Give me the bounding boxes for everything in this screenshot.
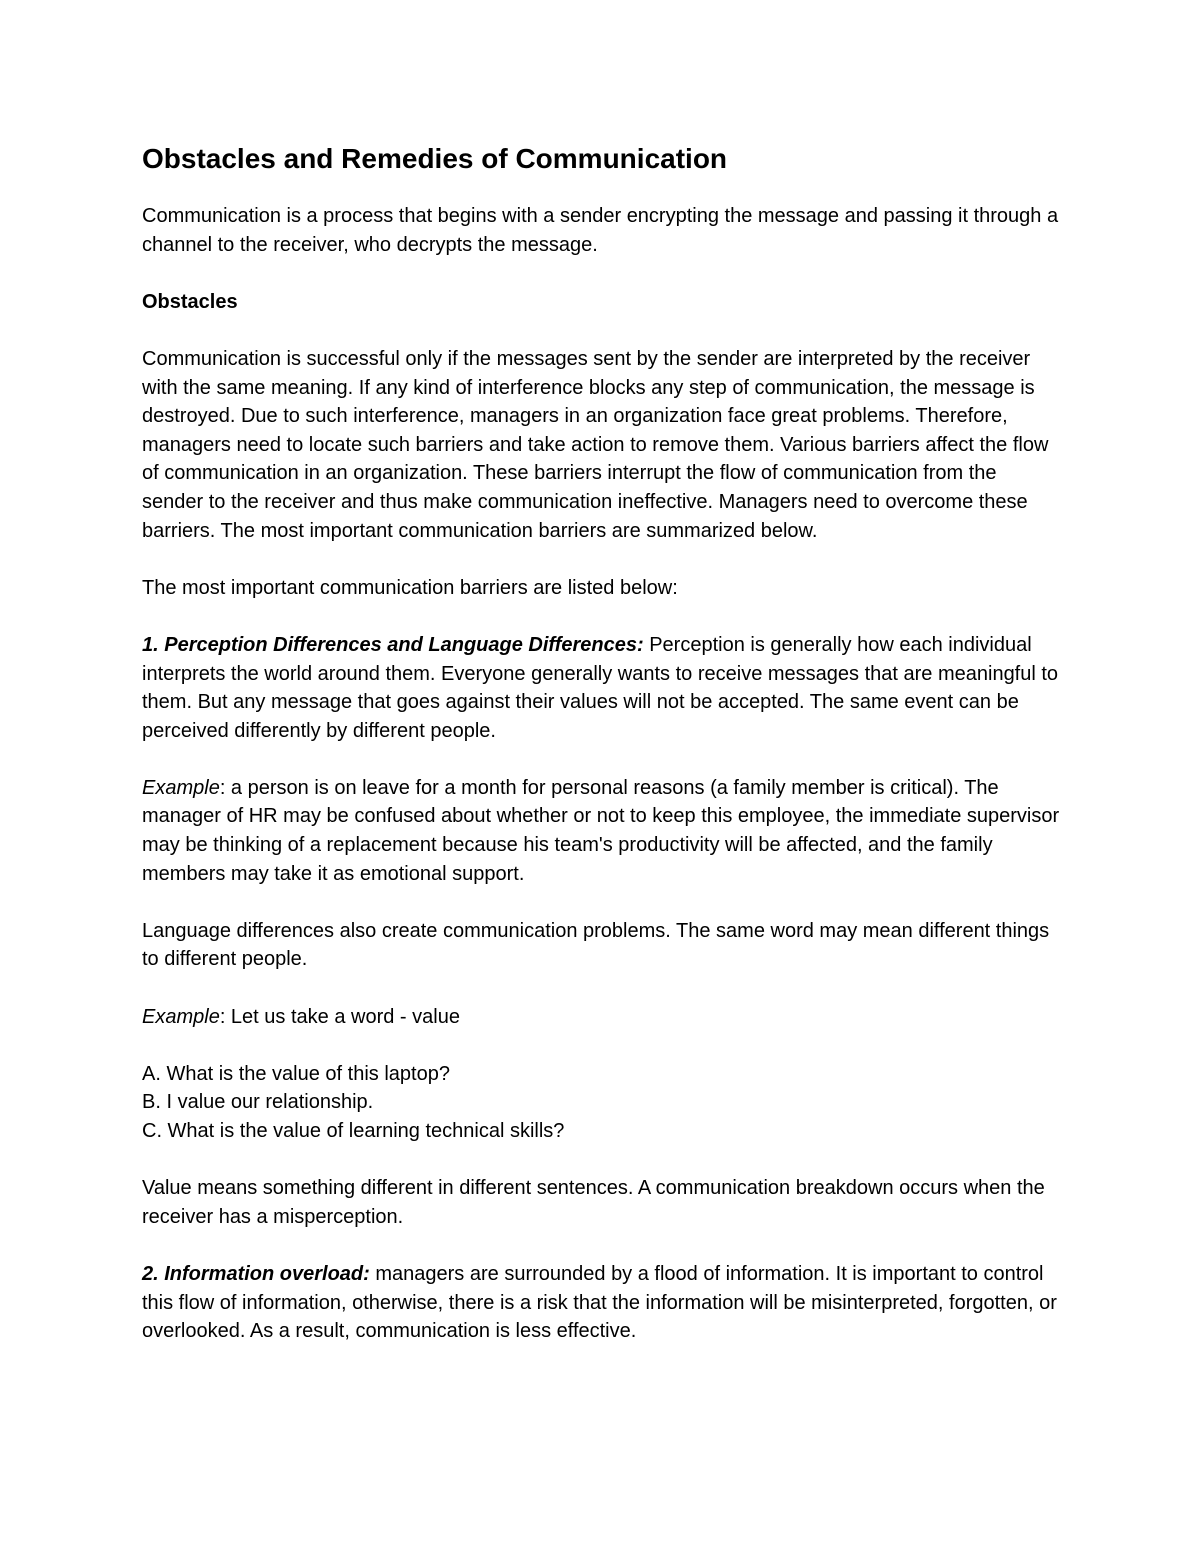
obstacles-heading: Obstacles xyxy=(142,290,238,313)
example-2-label: Example xyxy=(142,1005,220,1028)
example-2-text: : Let us take a word - value xyxy=(219,1005,460,1028)
page-title: Obstacles and Remedies of Communication xyxy=(142,143,728,174)
value-list-item-b: B. I value our relationship. xyxy=(142,1091,374,1114)
example-1 xyxy=(142,774,1060,888)
barrier-item-2-text: managers are surrounded by a flood of information. It is important to control this flow of information, otherwise, there is a risk that the information will be misinterpreted, forgotten, or overlooked. As a result, communication is less effective. xyxy=(142,1262,1057,1343)
list-intro: The most important communication barriers are listed below: xyxy=(142,576,678,599)
value-list-item-c: C. What is the value of learning technical skills? xyxy=(142,1120,565,1142)
example-2 xyxy=(142,1003,1060,1032)
example-1-label: Example xyxy=(142,776,220,799)
obstacles-paragraph: Communication is successful only if the messages sent by the sender are interpreted by the receiver with the same meaning. If any kind of interference blocks any step of communication, the message is destroyed. Due to such interference, managers in an organization face great problems. Therefore, managers need to locate such barriers and take action to remove them. Various barriers affect the flow of communication in an organization. These barriers interrupt the flow of communication from the sender to the receiver and thus make communication ineffective. Managers need to overcome these barriers. The most important communication barriers are summarized below. xyxy=(142,347,1049,542)
intro-paragraph: Communication is a process that begins with a sender encrypting the message and passing it through a channel to the receiver, who decrypts the message. xyxy=(142,205,1059,256)
language-paragraph: Language differences also create communication problems. The same word may mean different things to different people. xyxy=(142,919,1050,971)
example-1-text: : a person is on leave for a month for personal reasons (a family member is critical). The manager of HR may be confused about whether or not to keep this employee, the immediate supervisor may be thinking of a replacement because his team's productivity will be affected, and the family members may take it as emotional support. xyxy=(142,776,1060,885)
barrier-item-2 xyxy=(142,1260,1060,1346)
barrier-item-1-text: Perception is generally how each individual interprets the world around them. Everyone generally wants to receive messages that are meaningful to them. But any message that goes against their values will not be accepted. The same event can be perceived differently by different people. xyxy=(142,633,1059,742)
barrier-item-2-title: 2. Information overload: xyxy=(142,1262,370,1285)
barrier-item-1-title: 1. Perception Differences and Language Differences: xyxy=(142,633,644,656)
barrier-item-1 xyxy=(142,631,1060,745)
value-list xyxy=(142,1060,1060,1146)
value-conclusion: Value means something different in different sentences. A communication breakdown occurs when the receiver has a misperception. xyxy=(142,1177,1045,1228)
value-list-item-a: A. What is the value of this laptop? xyxy=(142,1062,450,1085)
